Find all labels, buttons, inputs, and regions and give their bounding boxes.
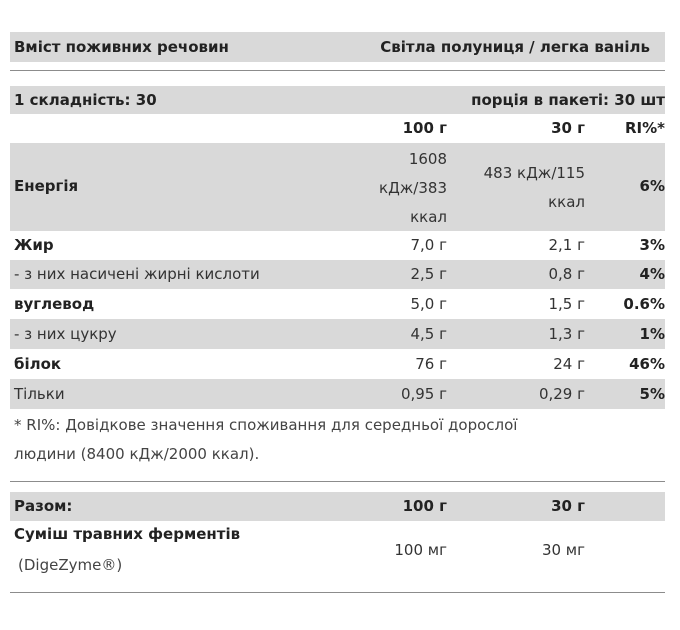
row-ri: 3% — [639, 236, 665, 254]
row-ri: 4% — [639, 265, 665, 283]
divider — [10, 70, 665, 71]
row-ri: 5% — [639, 385, 665, 403]
row-label: Тільки — [14, 385, 65, 403]
row-100g: 7,0 г — [410, 236, 447, 254]
enzyme-label: Суміш травних ферментів — [14, 525, 241, 543]
row-100g: 5,0 г — [410, 295, 447, 313]
total-30g: 30 г — [551, 497, 585, 515]
row-ri: 1% — [639, 325, 665, 343]
total-label: Разом: — [14, 497, 73, 515]
footnote-line1: * RI%: Довідкове значення споживання для середньої дорослої — [14, 416, 518, 434]
row-label: - з них цукру — [14, 325, 117, 343]
row-100g: 76 г — [415, 355, 447, 373]
row-100g: 4,5 г — [410, 325, 447, 343]
header-title: Вміст поживних речовин — [14, 38, 229, 56]
energy-30g-line1: 483 кДж/115 — [483, 164, 585, 182]
row-30g: 2,1 г — [548, 236, 585, 254]
total-100g: 100 г — [402, 497, 447, 515]
enzyme-100g: 100 мг — [394, 541, 447, 559]
row-label: вуглевод — [14, 295, 95, 313]
row-100g: 2,5 г — [410, 265, 447, 283]
row-ri: 0.6% — [623, 295, 665, 313]
divider — [10, 592, 665, 593]
row-label: Жир — [14, 236, 54, 254]
column-ri: RI%* — [624, 119, 665, 137]
table-row — [10, 525, 665, 585]
row-30g: 1,3 г — [548, 325, 585, 343]
row-30g: 0,29 г — [538, 385, 585, 403]
row-label: - з них насичені жирні кислоти — [14, 265, 260, 283]
column-30g: 30 г — [551, 119, 585, 137]
table-row — [10, 145, 665, 233]
row-100g: 0,95 г — [400, 385, 447, 403]
divider — [10, 481, 665, 482]
energy-100g — [379, 145, 447, 232]
row-30g: 1,5 г — [548, 295, 585, 313]
row-30g: 24 г — [553, 355, 585, 373]
row-30g: 0,8 г — [548, 265, 585, 283]
energy-30g — [484, 159, 585, 217]
energy-100g-line1: 1608 — [408, 150, 447, 168]
enzyme-30g: 30 мг — [541, 541, 585, 559]
header-flavor: Світла полуниця / легка ваніль — [380, 38, 650, 56]
row-label: Енергія — [14, 177, 79, 195]
servings-count: 1 складність: 30 — [14, 91, 157, 109]
row-ri: 46% — [629, 355, 665, 373]
footnote — [14, 411, 634, 469]
row-label: білок — [14, 355, 62, 373]
energy-100g-line3: ккал — [410, 208, 447, 226]
energy-ri: 6% — [639, 177, 665, 195]
energy-30g-line2: ккал — [548, 193, 585, 211]
column-100g: 100 г — [402, 119, 447, 137]
footnote-line2: людини (8400 кДж/2000 ккал). — [14, 445, 260, 463]
servings-per-pack: порція в пакеті: 30 шт — [471, 91, 665, 109]
enzyme-brand: (DigeZyme®) — [18, 556, 123, 574]
energy-100g-line2: кДж/383 — [379, 179, 447, 197]
